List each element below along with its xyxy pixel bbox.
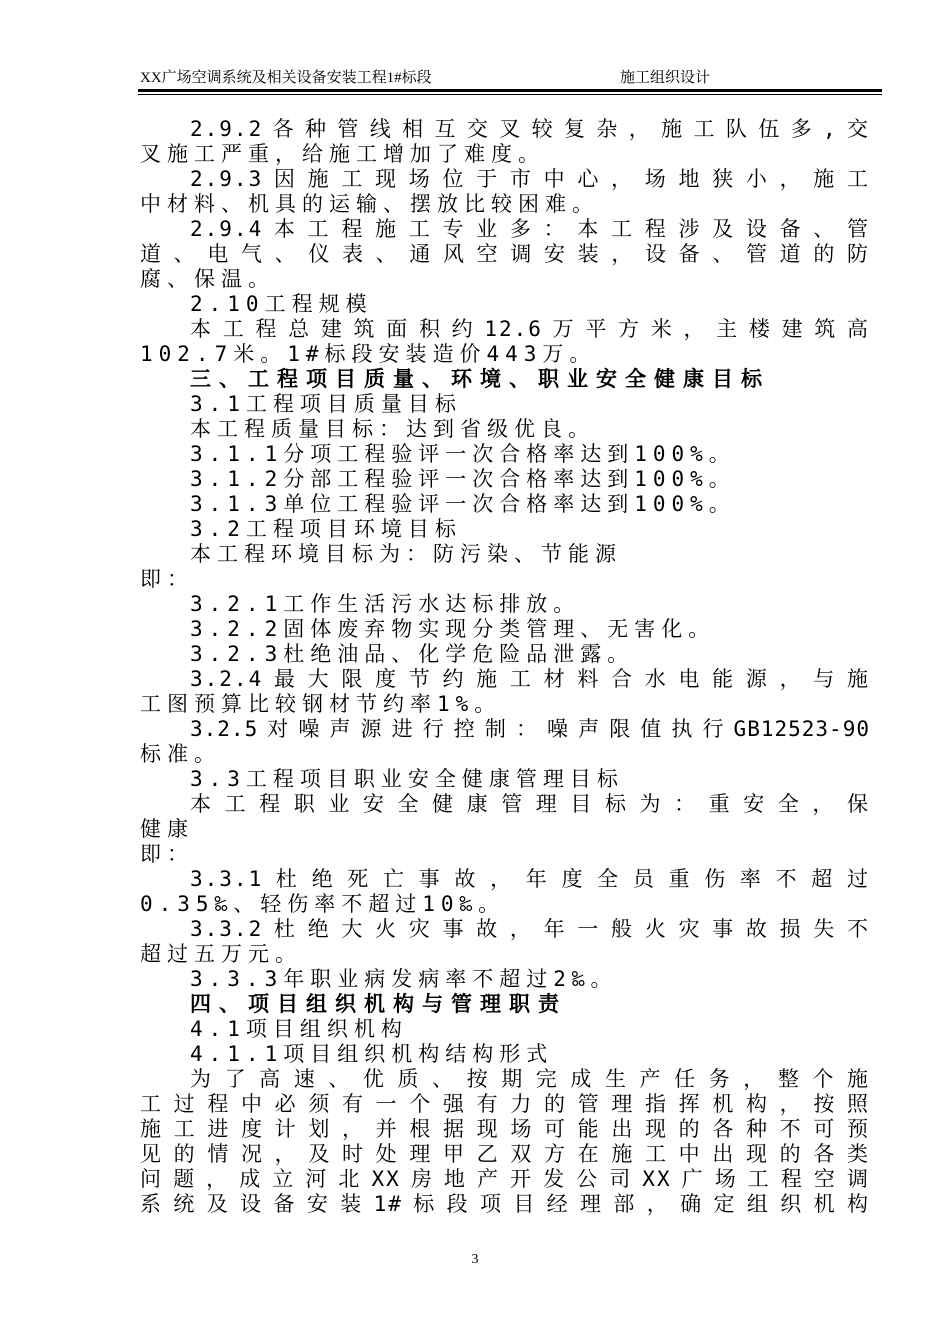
body-line: 3.3.2杜绝大火灾事故，年一般火灾事故损失不	[190, 917, 870, 941]
body-line: 3.1.2分部工程验评一次合格率达到100%。	[190, 467, 736, 491]
header-rule-thick	[138, 89, 882, 92]
section-heading: 4.1.1项目组织机构结构形式	[190, 1042, 554, 1066]
body-line: 中材料、机具的运输、摆放比较困难。	[140, 192, 599, 216]
body-line: 工图预算比较钢材节约率1%。	[140, 692, 502, 716]
body-line: 标准。	[140, 742, 221, 766]
body-line: 0.35‰、轻伤率不超过10‰。	[140, 892, 506, 916]
body-line: 3.3.3年职业病发病率不超过2‰。	[190, 967, 618, 991]
body-line: 腐、保温。	[140, 267, 275, 291]
body-line: 2.9.4本工程施工专业多：本工程涉及设备、管	[190, 217, 870, 241]
section-heading: 3.2工程项目环境目标	[190, 517, 462, 541]
chapter-heading: 三、工程项目质量、环境、职业安全健康目标	[190, 367, 770, 391]
body-line: 3.2.5对噪声源进行控制：噪声限值执行GB12523-90	[190, 717, 870, 741]
body-line: 102.7米。1#标段安装造价443万。	[140, 342, 597, 366]
header-document-title: XX广场空调系统及相关设备安装工程1#标段	[140, 70, 432, 86]
body-line: 为了高速、优质、按期完成生产任务，整个施	[190, 1067, 870, 1091]
body-line: 本工程环境目标为：防污染、节能源	[190, 542, 622, 566]
header-section-title: 施工组织设计	[620, 70, 711, 86]
body-line: 本工程质量目标：达到省级优良。	[190, 417, 595, 441]
body-line: 2.9.2各种管线相互交叉较复杂，施工队伍多,交	[190, 117, 870, 141]
section-heading: 4.1项目组织机构	[190, 1017, 408, 1041]
body-line: 3.1.1分项工程验评一次合格率达到100%。	[190, 442, 736, 466]
document-body	[140, 117, 870, 1217]
body-line: 健康	[140, 817, 194, 841]
chapter-heading: 四、项目组织机构与管理职责	[190, 992, 567, 1016]
page-header	[140, 66, 882, 90]
body-line: 见的情况，及时处理甲乙双方在施工中出现的各类	[140, 1142, 870, 1166]
section-heading: 2.10工程规模	[190, 292, 373, 316]
body-line: 3.1.3单位工程验评一次合格率达到100%。	[190, 492, 736, 516]
body-line: 叉施工严重，给施工增加了难度。	[140, 142, 545, 166]
header-rule-thin	[138, 94, 882, 95]
body-line: 3.2.1工作生活污水达标排放。	[190, 592, 581, 616]
section-heading: 3.1工程项目质量目标	[190, 392, 462, 416]
body-line: 工过程中必须有一个强有力的管理指挥机构，按照	[140, 1092, 870, 1116]
body-line: 道、电气、仪表、通风空调安装，设备、管道的防	[140, 242, 870, 266]
body-line: 问题，成立河北XX房地产开发公司XX广场工程空调	[140, 1167, 870, 1191]
body-line: 即：	[140, 842, 194, 866]
section-heading: 3.3工程项目职业安全健康管理目标	[190, 767, 624, 791]
body-line: 3.2.3杜绝油品、化学危险品泄露。	[190, 642, 635, 666]
body-line: 本工程职业安全健康管理目标为：重安全，保	[190, 792, 870, 816]
body-line: 3.3.1杜绝死亡事故，年度全员重伤率不超过	[190, 867, 870, 891]
body-line: 3.2.2固体废弃物实现分类管理、无害化。	[190, 617, 716, 641]
body-line: 3.2.4最大限度节约施工材料合水电能源，与施	[190, 667, 870, 691]
body-line: 超过五万元。	[140, 942, 302, 966]
body-line: 2.9.3因施工现场位于市中心，场地狭小，施工	[190, 167, 870, 191]
page-number: 3	[471, 1252, 479, 1267]
body-line: 即：	[140, 567, 194, 591]
body-line: 本工程总建筑面积约12.6万平方米，主楼建筑高	[190, 317, 870, 341]
body-line: 施工进度计划，并根据现场可能出现的各种不可预	[140, 1117, 870, 1141]
body-line: 系统及设备安装1#标段项目经理部，确定组织机构	[140, 1192, 870, 1216]
